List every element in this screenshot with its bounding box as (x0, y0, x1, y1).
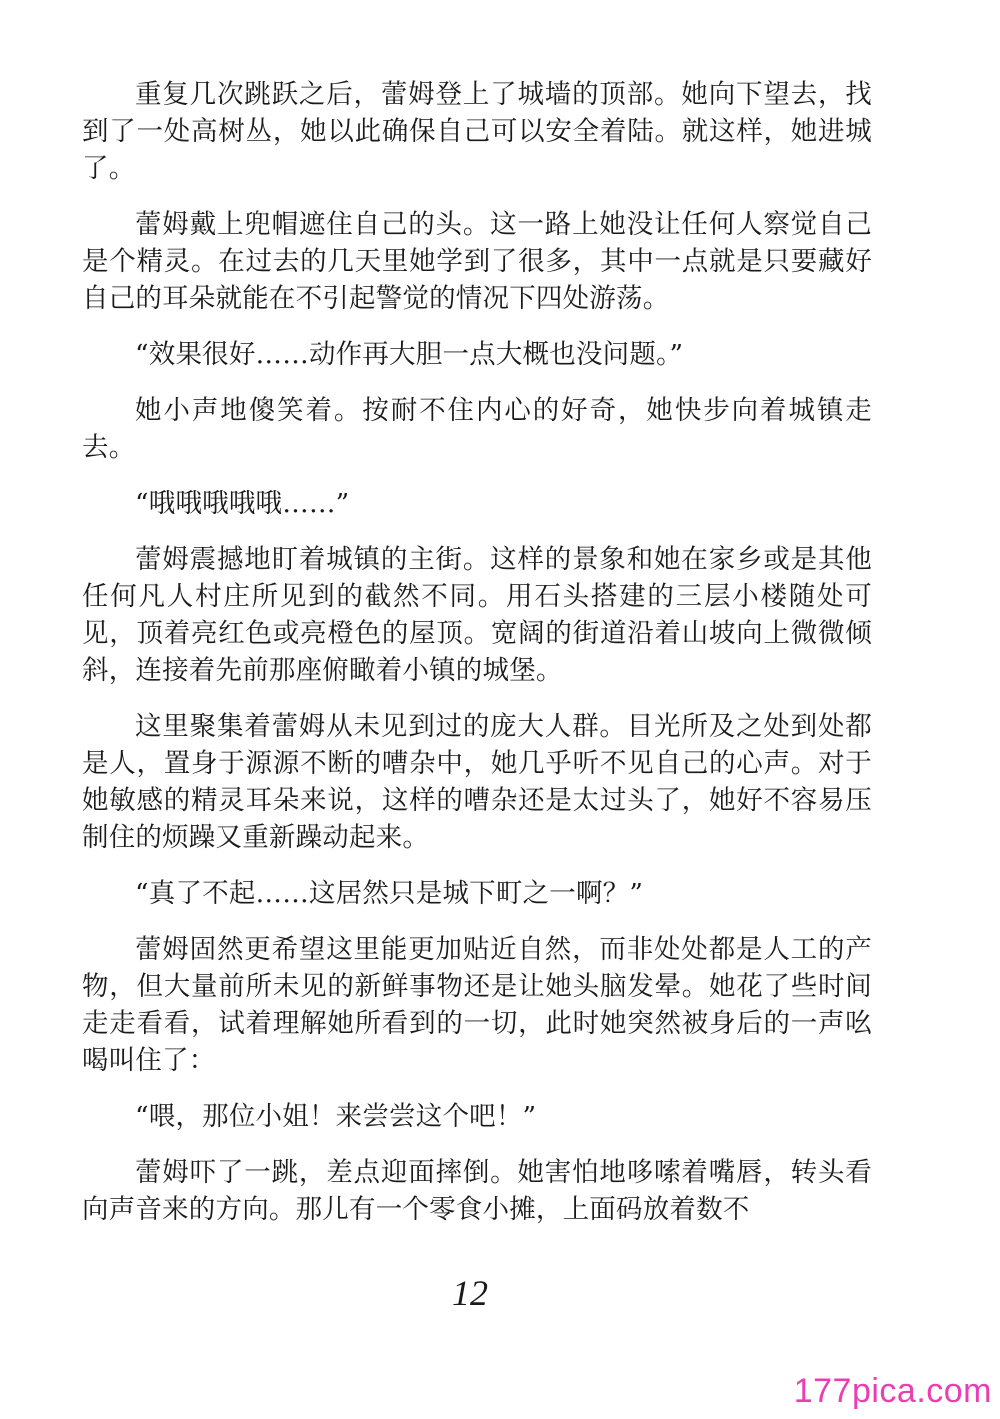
paragraph-10: “喂，那位小姐！来尝尝这个吧！” (135, 1101, 537, 1132)
document-body (82, 76, 872, 1256)
paragraph-11: 蕾姆吓了一跳，差点迎面摔倒。她害怕地哆嗦着嘴唇，转头看向声音来的方向。那儿有一个零食小摊，上面码放着数不 (82, 1157, 872, 1225)
paragraph-5: “哦哦哦哦哦……” (135, 488, 350, 519)
paragraph-6: 蕾姆震撼地盯着城镇的主街。这样的景象和她在家乡或是其他任何凡人村庄所见到的截然不同。用石头搭建的三层小楼随处可见，顶着亮红色或亮橙色的屋顶。宽阔的街道沿着山坡向上微微倾斜，连接着先前那座俯瞰着小镇的城堡。 (82, 544, 872, 686)
paragraph-7: 这里聚集着蕾姆从未见到过的庞大人群。目光所及之处到处都是人，置身于源源不断的嘈杂中，她几乎听不见自己的心声。对于她敏感的精灵耳朵来说，这样的嘈杂还是太过头了，她好不容易压制住的烦躁又重新躁动起来。 (82, 711, 872, 853)
paragraph-1: 重复几次跳跃之后，蕾姆登上了城墙的顶部。她向下望去，找到了一处高树丛，她以此确保自己可以安全着陆。就这样，她进城了。 (82, 79, 872, 184)
paragraph-2: 蕾姆戴上兜帽遮住自己的头。这一路上她没让任何人察觉自己是个精灵。在过去的几天里她学到了很多，其中一点就是只要藏好自己的耳朵就能在不引起警觉的情况下四处游荡。 (82, 209, 872, 314)
watermark: 177pica.com (793, 1372, 992, 1410)
paragraph-3: “效果很好……动作再大胆一点大概也没问题。” (135, 339, 684, 370)
paragraph-8: “真了不起……这居然只是城下町之一啊？” (135, 878, 644, 909)
page-number: 12 (452, 1273, 488, 1313)
paragraph-4: 她小声地傻笑着。按耐不住内心的好奇，她快步向着城镇走去。 (82, 395, 872, 463)
paragraph-9: 蕾姆固然更希望这里能更加贴近自然，而非处处都是人工的产物，但大量前所未见的新鲜事物还是让她头脑发晕。她花了些时间走走看看，试着理解她所看到的一切，此时她突然被身后的一声吆喝叫住了： (82, 934, 872, 1076)
